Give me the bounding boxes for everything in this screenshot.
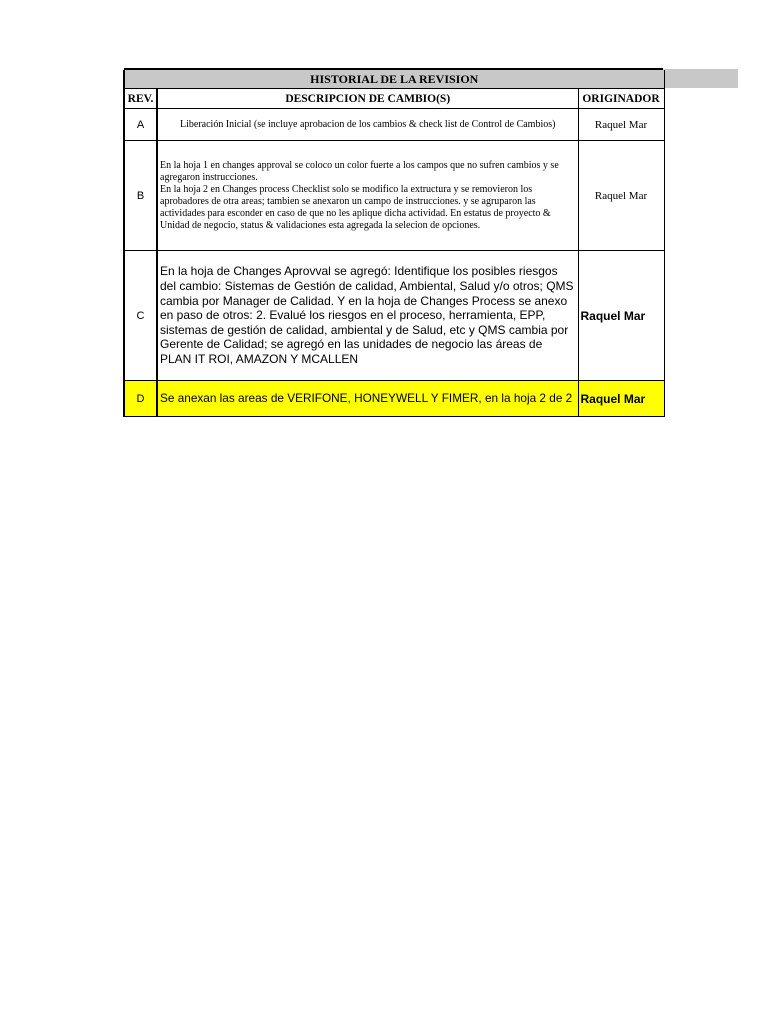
originator-cell: Raquel Mar [578,141,664,251]
description-cell: Liberación Inicial (se incluye aprobacion de los cambios & check list de Control de Cambios) [157,109,578,141]
title-band-extension [662,69,738,88]
revision-history-table [123,70,665,417]
description-cell [157,141,578,251]
description-cell: En la hoja de Changes Aprovval se agregó: Identifique los posibles riesgos del cambio: Sistemas de Gestión de calidad, Ambiental, Salud y/o otros; QMS cambia por Manager de Calidad. Y en la hoja de Changes Process se anexo en paso de otros: 2. Evalué los riesgos en el proceso, herramienta, EPP, sistemas de gestión de calidad, ambiental y de Salud, etc y QMS cambia por Gerente de Calidad; se agregó en las unidades de negocio las áreas de PLAN IT ROI, AMAZON Y MCALLEN [157,251,578,381]
header-row [124,89,664,109]
description-paragraph: En la hoja 2 en Changes process Checklist solo se modifico la extructura y se removieron los aprobadores de otra areas; tambien se anexaron un campo de instrucciones. y se agruparon las actividades para esconder en caso de que no les aplique dicha actividad. En estatus de proyecto & Unidad de negocio, status & validaciones esta agregada la selecion de opciones. [160,183,551,231]
rev-cell: C [124,251,157,381]
table-row [124,251,664,381]
table-row [124,141,664,251]
header-rev: REV. [124,89,157,109]
originator-cell: Raquel Mar [578,381,664,417]
header-description: DESCRIPCION DE CAMBIO(S) [157,89,578,109]
originator-cell: Raquel Mar [578,251,664,381]
header-originator: ORIGINADOR [578,89,664,109]
table-row-highlighted [124,381,664,417]
rev-cell: B [124,141,157,251]
description-cell: Se anexan las areas de VERIFONE, HONEYWELL Y FIMER, en la hoja 2 de 2 [157,381,578,417]
table-row [124,109,664,141]
description-paragraph: En la hoja 1 en changes approval se coloco un color fuerte a los campos que no sufren cambios y se agregaron instrucciones. [160,159,559,183]
rev-cell: A [124,109,157,141]
originator-cell: Raquel Mar [578,109,664,141]
table-title: HISTORIAL DE LA REVISION [124,70,664,89]
rev-cell: D [124,381,157,417]
